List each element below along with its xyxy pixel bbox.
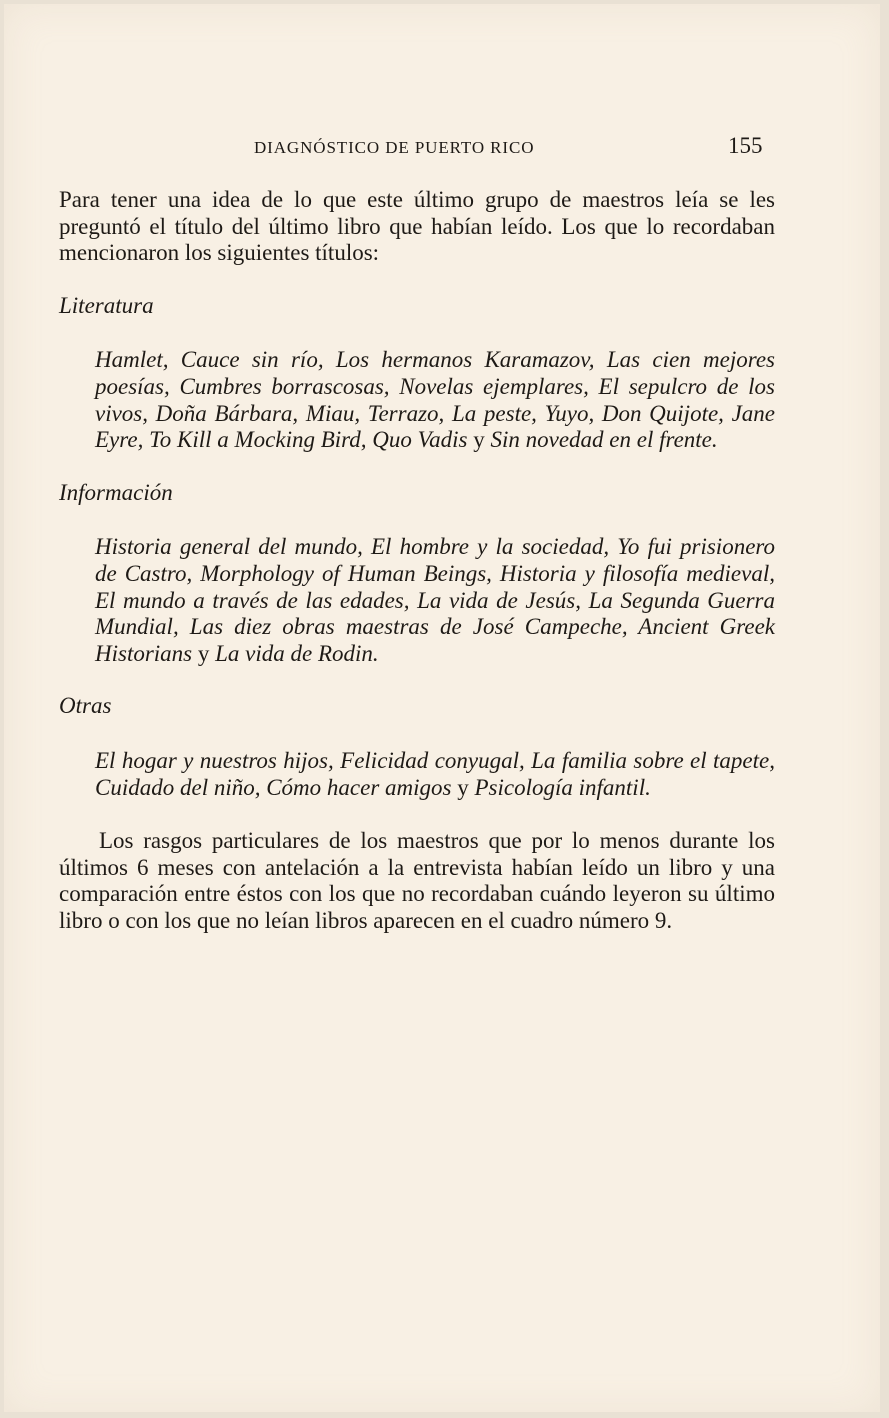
heading-informacion: Información	[59, 479, 173, 505]
titles-literatura	[59, 347, 775, 453]
titles-otras	[59, 748, 775, 801]
titles-informacion	[59, 534, 775, 667]
titles-informacion-last: La vida de Rodin.	[215, 640, 379, 666]
titles-otras-list: El hogar y nuestros hijos, Felicidad conyugal, La familia sobre el tapete, Cuidado del niño, Cómo hacer amigos	[95, 747, 775, 800]
titles-informacion-list: Historia general del mundo, El hombre y la sociedad, Yo fui prisionero de Castro, Morphology of Human Beings, Historia y filosofía medieval, El mundo a través de las edades, La vida de Jesús, La Segunda Guerra Mundial, Las diez obras maestras de José Campeche, Ancient Greek Historians	[95, 534, 775, 666]
page-number: 155	[728, 133, 763, 158]
titles-otras-last: Psicología infantil.	[474, 774, 651, 800]
body-text	[59, 187, 775, 934]
book-page	[4, 4, 880, 1412]
running-title: DIAGNÓSTICO DE PUERTO RICO	[254, 138, 535, 157]
titles-literatura-last: Sin novedad en el frente.	[490, 427, 718, 453]
conjunction-otras: y	[457, 774, 469, 800]
conjunction-informacion: y	[197, 640, 210, 666]
heading-otras: Otras	[59, 693, 112, 719]
titles-literatura-list: Hamlet, Cauce sin río, Los hermanos Karamazov, Las cien mejores poesías, Cumbres borrascosas, Novelas ejemplares, El sepulcro de los vivos, Doña Bárbara, Miau, Terrazo, La peste, Yuyo, Don Quijote, Jane Eyre, To Kill a Mocking Bird, Quo Vadis	[95, 347, 775, 453]
heading-literatura: Literatura	[59, 292, 154, 318]
conjunction-literatura: y	[473, 427, 485, 453]
running-head	[4, 132, 880, 162]
closing-paragraph: Los rasgos particulares de los maestros que por lo menos durante los últimos 6 meses con antelación a la entrevista habían leído un libro y una comparación entre éstos con los que no recordaban cuándo leyeron su último libro o con los que no leían libros aparecen en el cuadro número 9.	[59, 828, 775, 933]
intro-paragraph: Para tener una idea de lo que este último grupo de maestros leía se les preguntó el título del último libro que habían leído. Los que lo recordaban mencionaron los siguientes títulos:	[59, 187, 775, 266]
